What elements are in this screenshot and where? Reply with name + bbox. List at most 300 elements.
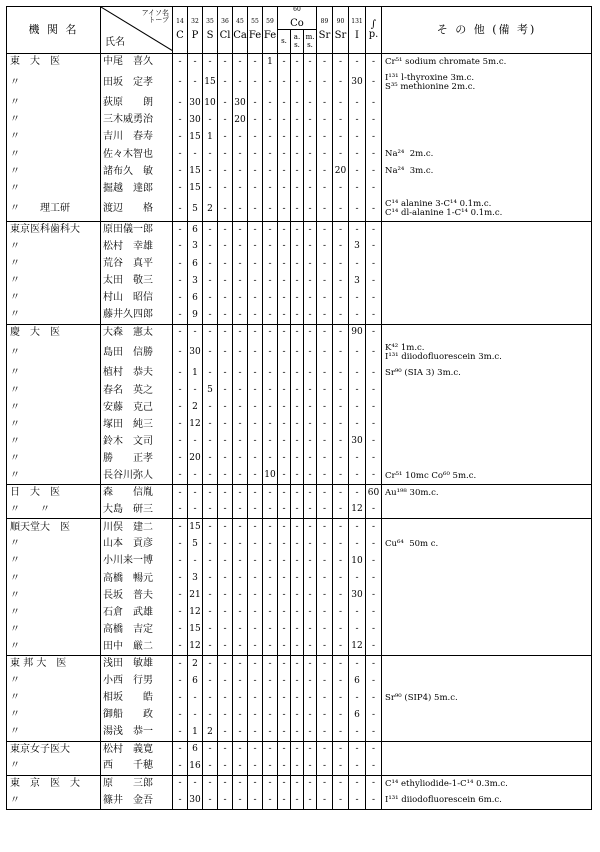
value-cell: -	[248, 587, 263, 604]
value-cell: -	[233, 639, 248, 656]
value-cell: -	[278, 587, 291, 604]
value-cell: -	[317, 256, 333, 273]
value-cell: -	[291, 307, 304, 324]
value-cell: -	[173, 180, 188, 197]
value-cell: -	[263, 707, 278, 724]
value-cell: -	[317, 163, 333, 180]
name-cell: 塚田 純三	[101, 416, 173, 433]
note-cell	[382, 724, 592, 741]
table-row	[7, 290, 592, 307]
value-cell: -	[263, 95, 278, 112]
table-row	[7, 741, 592, 758]
value-cell: -	[263, 690, 278, 707]
value-cell: -	[333, 451, 349, 468]
value-cell: -	[248, 365, 263, 382]
org-cell: 〃	[10, 794, 20, 806]
value-cell: -	[291, 656, 304, 673]
value-cell: -	[173, 468, 188, 485]
value-cell: -	[278, 707, 291, 724]
value-cell: -	[248, 382, 263, 399]
note-cell	[382, 519, 592, 536]
value-cell: -	[173, 707, 188, 724]
value-cell: -	[278, 604, 291, 621]
org-cell: 〃	[10, 97, 20, 109]
value-cell: -	[203, 112, 218, 129]
table-row	[7, 792, 592, 809]
table-row	[7, 112, 592, 129]
value-cell: -	[317, 656, 333, 673]
table-row	[7, 416, 592, 433]
value-cell: -	[233, 197, 248, 221]
value-cell: -	[263, 112, 278, 129]
table-row	[7, 324, 592, 341]
value-cell: -	[317, 673, 333, 690]
value-cell: -	[291, 197, 304, 221]
value-cell: -	[203, 622, 218, 639]
org-cell: 慶 大 医	[7, 324, 101, 341]
value-cell: -	[218, 163, 233, 180]
value-cell: -	[203, 485, 218, 502]
table-row	[7, 307, 592, 324]
value-cell: -	[304, 54, 317, 71]
value-cell: -	[349, 792, 366, 809]
value-cell: 15	[188, 180, 203, 197]
org-cell: 〃	[10, 240, 20, 252]
value-cell: -	[218, 416, 233, 433]
value-cell: -	[278, 485, 291, 502]
name-cell: 田坂 定孝	[101, 71, 173, 95]
value-cell: 10	[263, 468, 278, 485]
value-cell: -	[218, 341, 233, 365]
value-cell: -	[333, 146, 349, 163]
value-cell: -	[248, 468, 263, 485]
name-cell: 荒谷 真平	[101, 256, 173, 273]
value-cell: -	[317, 690, 333, 707]
value-cell: -	[291, 451, 304, 468]
org-cell: 〃	[10, 623, 20, 635]
name-cell: 大森 憲太	[101, 324, 173, 341]
org-cell: 順天堂大 医	[7, 519, 101, 536]
value-cell: -	[317, 95, 333, 112]
value-cell: -	[291, 221, 304, 238]
table-row	[7, 570, 592, 587]
value-cell: -	[218, 239, 233, 256]
value-cell: -	[333, 112, 349, 129]
value-cell: -	[317, 146, 333, 163]
note-cell: Cu⁶⁴ 50m c.	[382, 536, 592, 553]
value-cell: 6	[349, 673, 366, 690]
value-cell: -	[233, 163, 248, 180]
value-cell: 90	[349, 324, 366, 341]
org-cell: 〃	[10, 675, 20, 687]
value-cell: -	[278, 365, 291, 382]
name-cell: 渡辺 格	[101, 197, 173, 221]
value-cell: -	[203, 365, 218, 382]
value-cell: 12	[188, 639, 203, 656]
value-cell: -	[366, 451, 382, 468]
value-cell: -	[203, 570, 218, 587]
value-cell: -	[203, 341, 218, 365]
value-cell: -	[366, 656, 382, 673]
value-cell: -	[248, 622, 263, 639]
value-cell: -	[366, 587, 382, 604]
value-cell: -	[263, 239, 278, 256]
value-cell: -	[333, 775, 349, 792]
value-cell: -	[218, 622, 233, 639]
value-cell: -	[173, 758, 188, 775]
value-cell: -	[233, 434, 248, 451]
value-cell: -	[317, 382, 333, 399]
table-row	[7, 724, 592, 741]
org-cell: 〃	[10, 76, 20, 88]
header-c14: $^{14}$ C	[173, 7, 188, 54]
value-cell: -	[188, 553, 203, 570]
org-cell: 東 邦 大 医	[7, 656, 101, 673]
org-cell: 〃	[10, 367, 20, 379]
value-cell: -	[173, 587, 188, 604]
value-cell: -	[263, 146, 278, 163]
value-cell: -	[366, 519, 382, 536]
value-cell: -	[278, 71, 291, 95]
value-cell: 15	[188, 163, 203, 180]
value-cell: -	[233, 129, 248, 146]
value-cell: 12	[188, 416, 203, 433]
value-cell: -	[173, 307, 188, 324]
value-cell: 1	[263, 54, 278, 71]
note-cell: I¹³¹ l-thyroxine 3m.c. S³⁵ methionine 2m.c.	[382, 71, 592, 95]
value-cell: -	[203, 519, 218, 536]
value-cell: -	[291, 273, 304, 290]
value-cell: -	[304, 146, 317, 163]
value-cell: -	[278, 741, 291, 758]
name-cell: 三木威勇治	[101, 112, 173, 129]
header-sr90: $^{90}$ Sr	[333, 7, 349, 54]
value-cell: -	[333, 324, 349, 341]
value-cell: -	[278, 724, 291, 741]
value-cell: -	[233, 307, 248, 324]
value-cell: -	[304, 468, 317, 485]
value-cell: -	[349, 536, 366, 553]
value-cell: -	[248, 485, 263, 502]
value-cell: -	[203, 221, 218, 238]
value-cell: -	[291, 792, 304, 809]
table-row	[7, 365, 592, 382]
value-cell: -	[304, 434, 317, 451]
value-cell: 30	[349, 587, 366, 604]
value-cell: -	[218, 707, 233, 724]
value-cell: -	[233, 587, 248, 604]
value-cell: -	[263, 570, 278, 587]
value-cell: -	[291, 341, 304, 365]
value-cell: -	[173, 399, 188, 416]
value-cell: -	[263, 502, 278, 519]
value-cell: -	[173, 622, 188, 639]
org-cell: 日 大 医	[7, 485, 101, 502]
value-cell: -	[233, 451, 248, 468]
value-cell: -	[173, 416, 188, 433]
name-cell: 中尾 喜久	[101, 54, 173, 71]
value-cell: -	[218, 290, 233, 307]
note-cell	[382, 502, 592, 519]
value-cell: -	[233, 290, 248, 307]
value-cell: -	[304, 656, 317, 673]
value-cell: -	[333, 570, 349, 587]
org-cell: 〃	[10, 182, 20, 194]
value-cell: -	[248, 673, 263, 690]
name-cell: 高橋 暢元	[101, 570, 173, 587]
value-cell: 10	[203, 95, 218, 112]
name-cell: 原 三郎	[101, 775, 173, 792]
org-cell: 〃	[10, 309, 20, 320]
table-row	[7, 341, 592, 365]
value-cell: -	[317, 221, 333, 238]
value-cell: -	[291, 468, 304, 485]
name-cell: 小川来一博	[101, 553, 173, 570]
value-cell: -	[349, 399, 366, 416]
value-cell: -	[366, 382, 382, 399]
value-cell: -	[317, 273, 333, 290]
value-cell: -	[248, 502, 263, 519]
table-row	[7, 129, 592, 146]
value-cell: -	[248, 197, 263, 221]
isotope-allocation-table	[6, 6, 592, 810]
org-cell: 〃 〃	[10, 503, 50, 515]
org-cell: 〃	[10, 572, 20, 584]
value-cell: -	[317, 290, 333, 307]
value-cell: 12	[188, 604, 203, 621]
value-cell: -	[188, 434, 203, 451]
value-cell: -	[173, 273, 188, 290]
value-cell: -	[366, 365, 382, 382]
value-cell: 30	[349, 71, 366, 95]
value-cell: -	[233, 341, 248, 365]
value-cell: -	[173, 485, 188, 502]
value-cell: -	[218, 775, 233, 792]
name-cell: 浅田 敏雄	[101, 656, 173, 673]
value-cell: -	[304, 95, 317, 112]
value-cell: -	[278, 273, 291, 290]
value-cell: 30	[188, 112, 203, 129]
value-cell: -	[278, 536, 291, 553]
value-cell: 15	[188, 129, 203, 146]
value-cell: -	[248, 71, 263, 95]
org-cell: 〃	[10, 709, 20, 721]
value-cell: -	[333, 341, 349, 365]
value-cell: -	[233, 604, 248, 621]
value-cell: -	[291, 587, 304, 604]
value-cell: -	[349, 382, 366, 399]
value-cell: -	[218, 553, 233, 570]
name-cell: 太田 敬三	[101, 273, 173, 290]
table-row	[7, 468, 592, 485]
value-cell: -	[248, 324, 263, 341]
value-cell: 15	[188, 622, 203, 639]
value-cell: -	[304, 365, 317, 382]
note-cell: Au¹⁹⁸ 30m.c.	[382, 485, 592, 502]
value-cell: -	[366, 502, 382, 519]
value-cell: -	[233, 180, 248, 197]
header-co-s: s.	[278, 30, 291, 54]
table-row	[7, 451, 592, 468]
value-cell: -	[203, 673, 218, 690]
value-cell: -	[333, 180, 349, 197]
value-cell: -	[248, 604, 263, 621]
value-cell: -	[366, 536, 382, 553]
value-cell: -	[188, 775, 203, 792]
value-cell: -	[173, 163, 188, 180]
value-cell: -	[317, 197, 333, 221]
value-cell: -	[304, 416, 317, 433]
value-cell: -	[233, 221, 248, 238]
value-cell: -	[291, 570, 304, 587]
value-cell: 6	[188, 673, 203, 690]
table-row	[7, 434, 592, 451]
value-cell: -	[248, 221, 263, 238]
value-cell: -	[291, 324, 304, 341]
value-cell: -	[317, 324, 333, 341]
value-cell: -	[366, 724, 382, 741]
note-cell: C¹⁴ alanine 3-C¹⁴ 0.1m.c. C¹⁴ dl-alanine 1-C¹⁴ 0.1m.c.	[382, 197, 592, 221]
value-cell: -	[278, 307, 291, 324]
value-cell: -	[203, 775, 218, 792]
value-cell: -	[278, 622, 291, 639]
note-cell	[382, 399, 592, 416]
name-cell: 山本 貢彦	[101, 536, 173, 553]
value-cell: -	[317, 239, 333, 256]
value-cell: -	[173, 112, 188, 129]
value-cell: -	[263, 519, 278, 536]
value-cell: -	[233, 656, 248, 673]
org-cell: 東京医科歯科大	[7, 221, 101, 238]
value-cell: -	[366, 690, 382, 707]
value-cell: -	[333, 71, 349, 95]
note-cell	[382, 656, 592, 673]
value-cell: -	[218, 587, 233, 604]
org-cell: 〃	[10, 452, 20, 464]
value-cell: -	[233, 690, 248, 707]
value-cell: -	[278, 290, 291, 307]
value-cell: -	[218, 741, 233, 758]
value-cell: -	[233, 324, 248, 341]
value-cell: -	[248, 112, 263, 129]
value-cell: -	[366, 399, 382, 416]
org-cell: 東京女子医大	[7, 741, 101, 758]
table-row	[7, 758, 592, 775]
value-cell: -	[188, 502, 203, 519]
value-cell: -	[173, 434, 188, 451]
value-cell: -	[278, 180, 291, 197]
table-row	[7, 775, 592, 792]
value-cell: -	[304, 502, 317, 519]
name-cell: 湯浅 恭一	[101, 724, 173, 741]
value-cell: -	[218, 197, 233, 221]
value-cell: -	[218, 112, 233, 129]
note-cell	[382, 221, 592, 238]
value-cell: -	[248, 690, 263, 707]
value-cell: -	[304, 71, 317, 95]
table-row	[7, 707, 592, 724]
value-cell: -	[291, 163, 304, 180]
value-cell: -	[233, 536, 248, 553]
value-cell: -	[317, 570, 333, 587]
value-cell: 16	[188, 758, 203, 775]
value-cell: -	[304, 673, 317, 690]
name-cell: 松村 義寛	[101, 741, 173, 758]
value-cell: -	[278, 163, 291, 180]
value-cell: -	[349, 468, 366, 485]
value-cell: -	[317, 112, 333, 129]
value-cell: -	[173, 690, 188, 707]
value-cell: -	[291, 416, 304, 433]
value-cell: -	[248, 95, 263, 112]
org-cell: 〃	[10, 148, 20, 160]
value-cell: -	[349, 129, 366, 146]
note-cell: Na²⁴ 3m.c.	[382, 163, 592, 180]
value-cell: -	[203, 163, 218, 180]
value-cell: -	[333, 639, 349, 656]
value-cell: -	[291, 239, 304, 256]
value-cell: -	[366, 673, 382, 690]
value-cell: -	[263, 656, 278, 673]
value-cell: -	[173, 71, 188, 95]
value-cell: -	[317, 639, 333, 656]
value-cell: -	[304, 622, 317, 639]
name-cell: 篠井 金吾	[101, 792, 173, 809]
value-cell: -	[278, 519, 291, 536]
table-row	[7, 256, 592, 273]
table-row	[7, 382, 592, 399]
value-cell: -	[349, 451, 366, 468]
value-cell: -	[173, 221, 188, 238]
value-cell: -	[233, 239, 248, 256]
value-cell: -	[291, 741, 304, 758]
header-cl36: $^{36}$ Cl	[218, 7, 233, 54]
value-cell: -	[203, 434, 218, 451]
note-cell: Sr⁹⁰ (SIP4) 5m.c.	[382, 690, 592, 707]
value-cell: -	[291, 112, 304, 129]
value-cell: -	[218, 146, 233, 163]
name-cell: 掘越 達郎	[101, 180, 173, 197]
value-cell: -	[203, 180, 218, 197]
value-cell: -	[278, 639, 291, 656]
value-cell: -	[173, 239, 188, 256]
value-cell: -	[173, 129, 188, 146]
value-cell: -	[317, 502, 333, 519]
value-cell: -	[278, 690, 291, 707]
value-cell: -	[317, 468, 333, 485]
value-cell: -	[248, 639, 263, 656]
table-body	[7, 54, 592, 810]
value-cell: -	[173, 95, 188, 112]
value-cell: -	[317, 399, 333, 416]
value-cell: -	[317, 434, 333, 451]
value-cell: -	[333, 758, 349, 775]
value-cell: -	[366, 129, 382, 146]
value-cell: -	[263, 775, 278, 792]
value-cell: -	[349, 741, 366, 758]
value-cell: -	[333, 399, 349, 416]
value-cell: -	[366, 324, 382, 341]
value-cell: -	[263, 290, 278, 307]
value-cell: 2	[188, 656, 203, 673]
value-cell: -	[203, 239, 218, 256]
value-cell: 60	[366, 485, 382, 502]
value-cell: -	[333, 197, 349, 221]
value-cell: -	[291, 519, 304, 536]
value-cell: -	[333, 416, 349, 433]
value-cell: -	[203, 416, 218, 433]
value-cell: -	[366, 163, 382, 180]
